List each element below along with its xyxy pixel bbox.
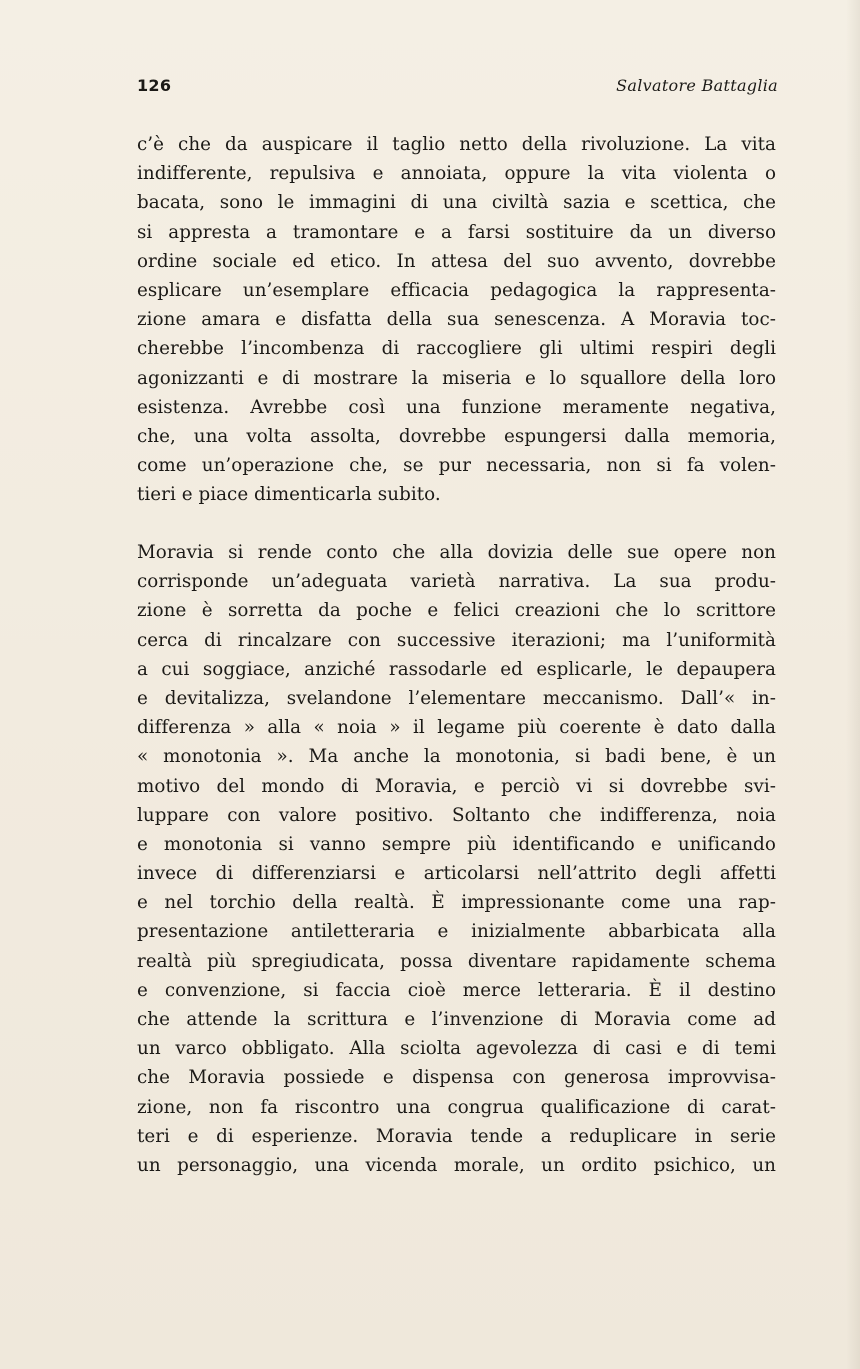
paragraph-1 (137, 130, 776, 509)
text-line: presentazione antiletteraria e inizialmente abbarbicata alla (137, 921, 776, 943)
text-line: esplicare un’esemplare efficacia pedagogica la rappresenta- (137, 279, 776, 301)
text-line: tieri e piace dimenticarla subito. (137, 484, 441, 506)
text-line: un personaggio, una vicenda morale, un ordito psichico, un (137, 1154, 776, 1176)
text-line: zione amara e disfatta della sua senescenza. A Moravia toc- (137, 309, 776, 331)
text-line: « monotonia ». Ma anche la monotonia, si badi bene, è un (137, 746, 776, 768)
text-line: ordine sociale ed etico. In attesa del suo avvento, dovrebbe (137, 250, 776, 272)
text-line: esistenza. Avrebbe così una funzione meramente negativa, (137, 396, 776, 418)
text-line: e devitalizza, svelandone l’elementare meccanismo. Dall’« in- (137, 687, 776, 709)
text-line: invece di differenziarsi e articolarsi nell’attrito degli affetti (137, 863, 776, 885)
running-title: Salvatore Battaglia (616, 76, 778, 95)
text-line: come un’operazione che, se pur necessaria, non si fa volen- (137, 455, 776, 477)
text-line: corrisponde un’adeguata varietà narrativa. La sua produ- (137, 571, 776, 593)
text-line: cerca di rincalzare con successive iterazioni; ma l’uniformità (137, 629, 776, 651)
text-line: a cui soggiace, anziché rassodarle ed esplicarle, le depaupera (137, 658, 776, 680)
page-edge-shadow (846, 0, 860, 1369)
text-line: un varco obbligato. Alla sciolta agevolezza di casi e di temi (137, 1038, 776, 1060)
text-line: che, una volta assolta, dovrebbe espungersi dalla memoria, (137, 425, 776, 447)
text-line: che attende la scrittura e l’invenzione di Moravia come ad (137, 1009, 776, 1030)
text-line: zione è sorretta da poche e felici creazioni che lo scrittore (137, 600, 776, 622)
text-line: luppare con valore positivo. Soltanto che indifferenza, noia (137, 804, 776, 826)
text-line: e monotonia si vanno sempre più identificando e unificando (137, 833, 776, 855)
text-line: realtà più spregiudicata, possa diventare rapidamente schema (137, 950, 776, 972)
text-line: indifferente, repulsiva e annoiata, oppure la vita violenta o (137, 163, 776, 185)
page-number: 126 (137, 76, 172, 95)
text-line: c’è che da auspicare il taglio netto della rivoluzione. La vita (137, 134, 776, 155)
text-line: bacata, sono le immagini di una civiltà sazia e scettica, che (137, 192, 776, 214)
text-line: differenza » alla « noia » il legame più coerente è dato dalla (137, 717, 776, 739)
text-line: teri e di esperienze. Moravia tende a reduplicare in serie (137, 1125, 776, 1147)
paragraph-2 (137, 538, 776, 1180)
text-line: Moravia si rende conto che alla dovizia delle sue opere non (137, 542, 776, 563)
text-line: che Moravia possiede e dispensa con generosa improvvisa- (137, 1067, 776, 1089)
text-line: e nel torchio della realtà. È impressionante come una rap- (137, 892, 776, 914)
text-line: agonizzanti e di mostrare la miseria e lo squallore della loro (137, 367, 776, 389)
text-line: zione, non fa riscontro una congrua qualificazione di carat- (137, 1096, 776, 1118)
text-line: cherebbe l’incombenza di raccogliere gli ultimi respiri degli (137, 338, 776, 360)
text-line: si appresta a tramontare e a farsi sostituire da un diverso (137, 221, 776, 243)
text-line: e convenzione, si faccia cioè merce letteraria. È il destino (137, 979, 776, 1001)
running-header (137, 76, 778, 100)
text-line: motivo del mondo di Moravia, e perciò vi si dovrebbe svi- (137, 775, 776, 797)
